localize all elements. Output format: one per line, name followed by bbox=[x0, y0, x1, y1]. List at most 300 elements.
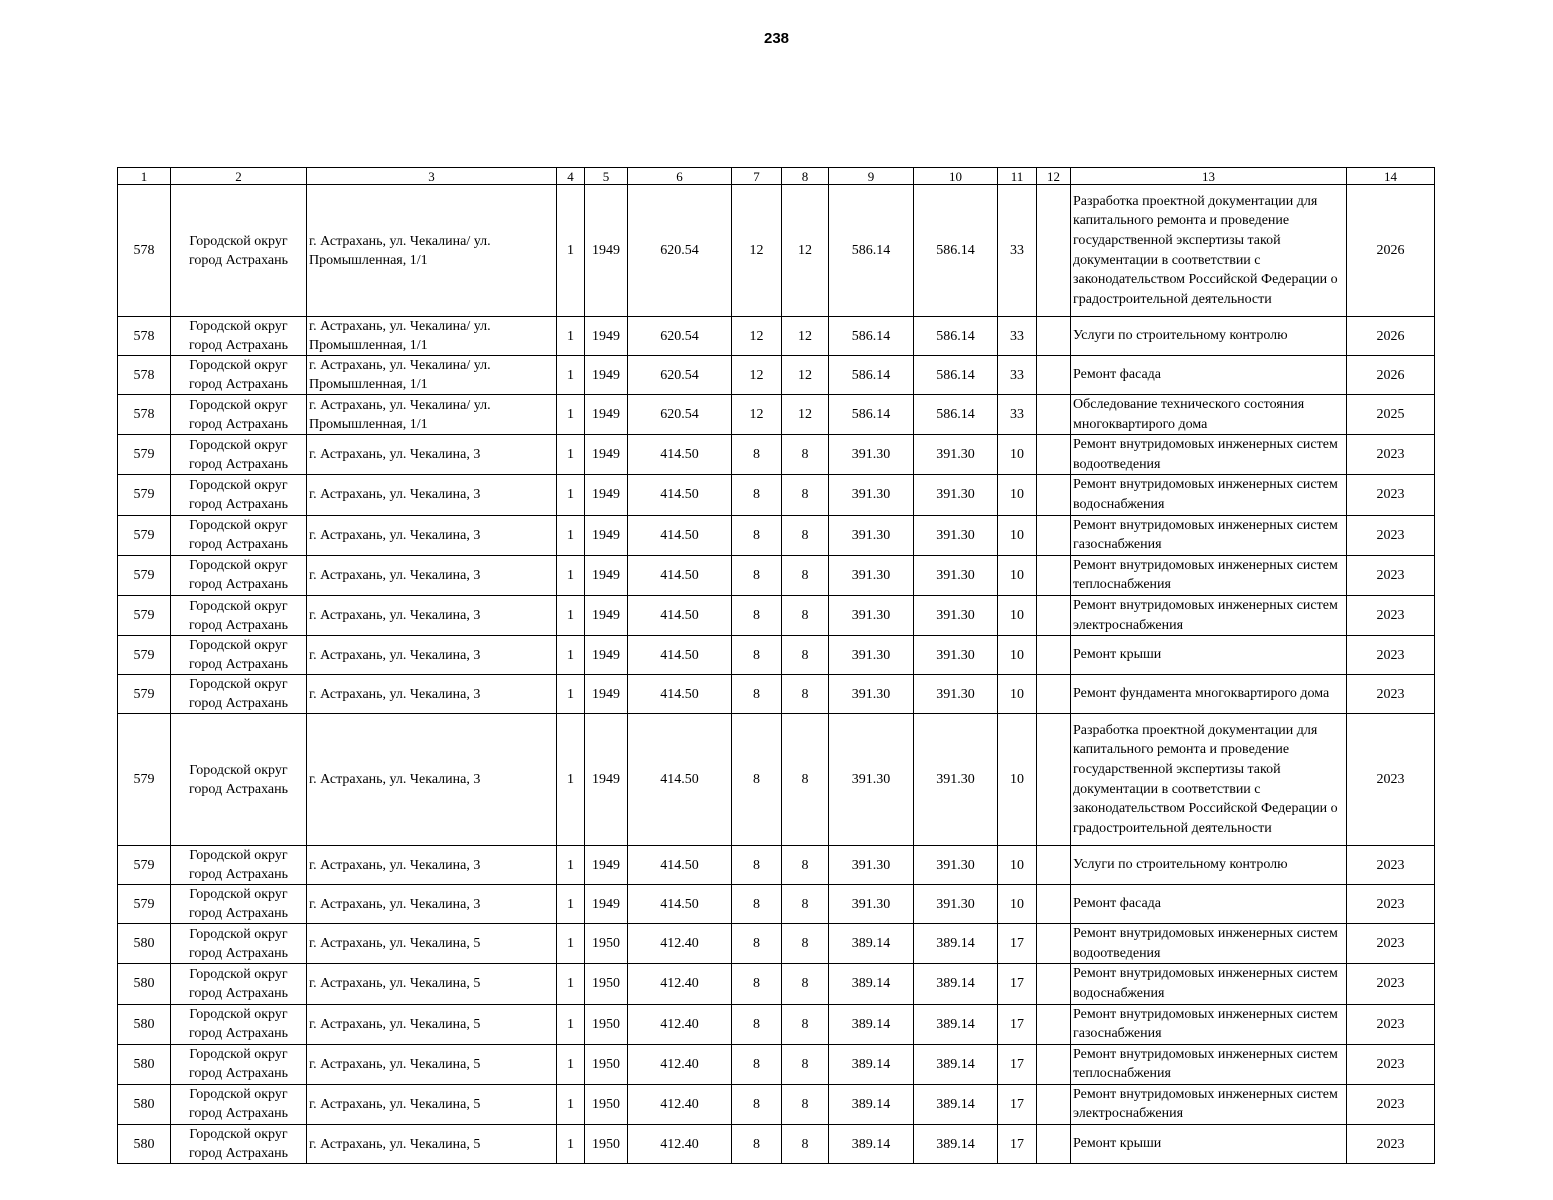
col4-value-cell: 1 bbox=[557, 675, 585, 714]
col4-value-cell: 1 bbox=[557, 475, 585, 515]
col7-value-cell: 8 bbox=[732, 475, 782, 515]
planned-year-cell: 2023 bbox=[1347, 714, 1435, 846]
table-row bbox=[118, 515, 1435, 555]
row-number-cell: 579 bbox=[118, 475, 171, 515]
total-area-cell: 414.50 bbox=[628, 555, 732, 595]
col4-value-cell: 1 bbox=[557, 1125, 585, 1164]
col12-value-cell bbox=[1037, 395, 1071, 435]
address-cell: г. Астрахань, ул. Чекалина, 3 bbox=[307, 675, 557, 714]
work-type-cell: Обследование технического состояния многоквартирого дома bbox=[1071, 395, 1347, 435]
col8-value-cell: 8 bbox=[782, 435, 829, 475]
year-built-cell: 1949 bbox=[585, 636, 628, 675]
address-cell: г. Астрахань, ул. Чекалина/ ул. Промышленная, 1/1 bbox=[307, 395, 557, 435]
col9-value-cell: 586.14 bbox=[829, 185, 914, 317]
row-number-cell: 579 bbox=[118, 675, 171, 714]
col4-value-cell: 1 bbox=[557, 846, 585, 885]
work-type-cell: Услуги по строительному контролю bbox=[1071, 317, 1347, 356]
col9-value-cell: 391.30 bbox=[829, 636, 914, 675]
col4-value-cell: 1 bbox=[557, 1044, 585, 1084]
col7-value-cell: 8 bbox=[732, 435, 782, 475]
row-number-cell: 578 bbox=[118, 317, 171, 356]
col10-value-cell: 391.30 bbox=[914, 714, 998, 846]
year-built-cell: 1949 bbox=[585, 515, 628, 555]
col7-value-cell: 8 bbox=[732, 1044, 782, 1084]
planned-year-cell: 2026 bbox=[1347, 185, 1435, 317]
work-type-cell: Ремонт внутридомовых инженерных систем газоснабжения bbox=[1071, 515, 1347, 555]
col10-value-cell: 389.14 bbox=[914, 1004, 998, 1044]
table-row bbox=[118, 356, 1435, 395]
planned-year-cell: 2023 bbox=[1347, 595, 1435, 635]
total-area-cell: 412.40 bbox=[628, 1125, 732, 1164]
col10-value-cell: 586.14 bbox=[914, 395, 998, 435]
year-built-cell: 1949 bbox=[585, 395, 628, 435]
row-number-cell: 580 bbox=[118, 1004, 171, 1044]
address-cell: г. Астрахань, ул. Чекалина, 3 bbox=[307, 555, 557, 595]
col7-value-cell: 8 bbox=[732, 924, 782, 964]
municipality-cell: Городской округ город Астрахань bbox=[171, 475, 307, 515]
col12-value-cell bbox=[1037, 515, 1071, 555]
col7-value-cell: 8 bbox=[732, 1004, 782, 1044]
registry-table bbox=[117, 167, 1435, 1164]
page-number: 238 bbox=[763, 30, 790, 47]
col10-value-cell: 391.30 bbox=[914, 555, 998, 595]
col12-value-cell bbox=[1037, 356, 1071, 395]
row-number-cell: 580 bbox=[118, 964, 171, 1004]
col9-value-cell: 389.14 bbox=[829, 1125, 914, 1164]
planned-year-cell: 2023 bbox=[1347, 675, 1435, 714]
total-area-cell: 620.54 bbox=[628, 356, 732, 395]
col8-value-cell: 8 bbox=[782, 964, 829, 1004]
work-type-cell: Ремонт внутридомовых инженерных систем электроснабжения bbox=[1071, 595, 1347, 635]
work-type-cell: Ремонт внутридомовых инженерных систем водоотведения bbox=[1071, 924, 1347, 964]
col7-value-cell: 8 bbox=[732, 846, 782, 885]
municipality-cell: Городской округ город Астрахань bbox=[171, 636, 307, 675]
col7-value-cell: 8 bbox=[732, 555, 782, 595]
table-row bbox=[118, 475, 1435, 515]
col10-value-cell: 586.14 bbox=[914, 356, 998, 395]
address-cell: г. Астрахань, ул. Чекалина, 3 bbox=[307, 846, 557, 885]
col4-value-cell: 1 bbox=[557, 185, 585, 317]
address-cell: г. Астрахань, ул. Чекалина, 5 bbox=[307, 1004, 557, 1044]
col12-value-cell bbox=[1037, 714, 1071, 846]
col12-value-cell bbox=[1037, 555, 1071, 595]
address-cell: г. Астрахань, ул. Чекалина, 5 bbox=[307, 964, 557, 1004]
col4-value-cell: 1 bbox=[557, 595, 585, 635]
col10-value-cell: 391.30 bbox=[914, 636, 998, 675]
col8-value-cell: 8 bbox=[782, 1044, 829, 1084]
col11-value-cell: 17 bbox=[998, 1084, 1037, 1124]
municipality-cell: Городской округ город Астрахань bbox=[171, 185, 307, 317]
municipality-cell: Городской округ город Астрахань bbox=[171, 317, 307, 356]
col11-value-cell: 10 bbox=[998, 435, 1037, 475]
work-type-cell: Ремонт фасада bbox=[1071, 885, 1347, 924]
row-number-cell: 580 bbox=[118, 1084, 171, 1124]
col8-value-cell: 8 bbox=[782, 1125, 829, 1164]
col11-value-cell: 10 bbox=[998, 475, 1037, 515]
col10-value-cell: 389.14 bbox=[914, 964, 998, 1004]
col4-value-cell: 1 bbox=[557, 435, 585, 475]
col10-value-cell: 389.14 bbox=[914, 1125, 998, 1164]
col9-value-cell: 389.14 bbox=[829, 1084, 914, 1124]
year-built-cell: 1950 bbox=[585, 1044, 628, 1084]
col8-value-cell: 8 bbox=[782, 714, 829, 846]
total-area-cell: 414.50 bbox=[628, 885, 732, 924]
col9-value-cell: 389.14 bbox=[829, 1044, 914, 1084]
work-type-cell: Ремонт фасада bbox=[1071, 356, 1347, 395]
row-number-cell: 579 bbox=[118, 435, 171, 475]
year-built-cell: 1950 bbox=[585, 964, 628, 1004]
col4-value-cell: 1 bbox=[557, 395, 585, 435]
col7-value-cell: 8 bbox=[732, 636, 782, 675]
col9-value-cell: 586.14 bbox=[829, 395, 914, 435]
col9-value-cell: 389.14 bbox=[829, 924, 914, 964]
planned-year-cell: 2023 bbox=[1347, 1084, 1435, 1124]
col11-value-cell: 10 bbox=[998, 515, 1037, 555]
col9-value-cell: 391.30 bbox=[829, 475, 914, 515]
planned-year-cell: 2023 bbox=[1347, 435, 1435, 475]
col11-value-cell: 10 bbox=[998, 846, 1037, 885]
col12-value-cell bbox=[1037, 885, 1071, 924]
col8-value-cell: 12 bbox=[782, 395, 829, 435]
planned-year-cell: 2023 bbox=[1347, 1044, 1435, 1084]
col9-value-cell: 586.14 bbox=[829, 356, 914, 395]
col4-value-cell: 1 bbox=[557, 356, 585, 395]
column-header: 9 bbox=[829, 168, 914, 185]
table-row bbox=[118, 885, 1435, 924]
col12-value-cell bbox=[1037, 1084, 1071, 1124]
planned-year-cell: 2023 bbox=[1347, 885, 1435, 924]
year-built-cell: 1949 bbox=[585, 555, 628, 595]
row-number-cell: 578 bbox=[118, 185, 171, 317]
col11-value-cell: 17 bbox=[998, 1044, 1037, 1084]
col7-value-cell: 8 bbox=[732, 675, 782, 714]
total-area-cell: 414.50 bbox=[628, 595, 732, 635]
col12-value-cell bbox=[1037, 317, 1071, 356]
address-cell: г. Астрахань, ул. Чекалина, 3 bbox=[307, 714, 557, 846]
municipality-cell: Городской округ город Астрахань bbox=[171, 1084, 307, 1124]
address-cell: г. Астрахань, ул. Чекалина, 3 bbox=[307, 885, 557, 924]
total-area-cell: 414.50 bbox=[628, 435, 732, 475]
col7-value-cell: 8 bbox=[732, 1084, 782, 1124]
column-header: 12 bbox=[1037, 168, 1071, 185]
col10-value-cell: 389.14 bbox=[914, 1044, 998, 1084]
col4-value-cell: 1 bbox=[557, 885, 585, 924]
total-area-cell: 412.40 bbox=[628, 964, 732, 1004]
col10-value-cell: 391.30 bbox=[914, 435, 998, 475]
col12-value-cell bbox=[1037, 675, 1071, 714]
work-type-cell: Разработка проектной документации для капитального ремонта и проведение государственной экспертизы такой документации в соответствии с законодательством Российской Федерации о градостроительной деятельности bbox=[1071, 714, 1347, 846]
work-type-cell: Ремонт внутридомовых инженерных систем водоотведения bbox=[1071, 435, 1347, 475]
year-built-cell: 1949 bbox=[585, 185, 628, 317]
col7-value-cell: 8 bbox=[732, 595, 782, 635]
work-type-cell: Ремонт внутридомовых инженерных систем теплоснабжения bbox=[1071, 555, 1347, 595]
total-area-cell: 412.40 bbox=[628, 1044, 732, 1084]
total-area-cell: 412.40 bbox=[628, 1084, 732, 1124]
column-header: 14 bbox=[1347, 168, 1435, 185]
col9-value-cell: 391.30 bbox=[829, 435, 914, 475]
col8-value-cell: 8 bbox=[782, 675, 829, 714]
total-area-cell: 620.54 bbox=[628, 395, 732, 435]
col7-value-cell: 12 bbox=[732, 395, 782, 435]
table-row bbox=[118, 317, 1435, 356]
col10-value-cell: 391.30 bbox=[914, 885, 998, 924]
address-cell: г. Астрахань, ул. Чекалина/ ул. Промышленная, 1/1 bbox=[307, 356, 557, 395]
year-built-cell: 1949 bbox=[585, 675, 628, 714]
col9-value-cell: 391.30 bbox=[829, 595, 914, 635]
col4-value-cell: 1 bbox=[557, 317, 585, 356]
col10-value-cell: 586.14 bbox=[914, 317, 998, 356]
total-area-cell: 414.50 bbox=[628, 714, 732, 846]
row-number-cell: 580 bbox=[118, 1125, 171, 1164]
table-row bbox=[118, 636, 1435, 675]
col7-value-cell: 8 bbox=[732, 885, 782, 924]
col4-value-cell: 1 bbox=[557, 924, 585, 964]
planned-year-cell: 2023 bbox=[1347, 475, 1435, 515]
table-row bbox=[118, 185, 1435, 317]
municipality-cell: Городской округ город Астрахань bbox=[171, 1125, 307, 1164]
year-built-cell: 1949 bbox=[585, 714, 628, 846]
work-type-cell: Услуги по строительному контролю bbox=[1071, 846, 1347, 885]
address-cell: г. Астрахань, ул. Чекалина, 3 bbox=[307, 595, 557, 635]
year-built-cell: 1949 bbox=[585, 885, 628, 924]
total-area-cell: 414.50 bbox=[628, 515, 732, 555]
column-header: 3 bbox=[307, 168, 557, 185]
row-number-cell: 578 bbox=[118, 356, 171, 395]
col4-value-cell: 1 bbox=[557, 714, 585, 846]
col12-value-cell bbox=[1037, 846, 1071, 885]
municipality-cell: Городской округ город Астрахань bbox=[171, 846, 307, 885]
col7-value-cell: 8 bbox=[732, 714, 782, 846]
total-area-cell: 414.50 bbox=[628, 636, 732, 675]
col4-value-cell: 1 bbox=[557, 964, 585, 1004]
row-number-cell: 580 bbox=[118, 1044, 171, 1084]
col10-value-cell: 391.30 bbox=[914, 675, 998, 714]
address-cell: г. Астрахань, ул. Чекалина, 3 bbox=[307, 636, 557, 675]
col12-value-cell bbox=[1037, 1125, 1071, 1164]
work-type-cell: Ремонт фундамента многоквартирого дома bbox=[1071, 675, 1347, 714]
col4-value-cell: 1 bbox=[557, 1084, 585, 1124]
col7-value-cell: 12 bbox=[732, 185, 782, 317]
col10-value-cell: 391.30 bbox=[914, 846, 998, 885]
col9-value-cell: 586.14 bbox=[829, 317, 914, 356]
col11-value-cell: 33 bbox=[998, 395, 1037, 435]
col7-value-cell: 12 bbox=[732, 356, 782, 395]
table-row bbox=[118, 964, 1435, 1004]
col9-value-cell: 391.30 bbox=[829, 846, 914, 885]
total-area-cell: 620.54 bbox=[628, 317, 732, 356]
col8-value-cell: 8 bbox=[782, 636, 829, 675]
col9-value-cell: 391.30 bbox=[829, 555, 914, 595]
col4-value-cell: 1 bbox=[557, 1004, 585, 1044]
table-row bbox=[118, 395, 1435, 435]
year-built-cell: 1949 bbox=[585, 317, 628, 356]
address-cell: г. Астрахань, ул. Чекалина/ ул. Промышленная, 1/1 bbox=[307, 185, 557, 317]
col11-value-cell: 17 bbox=[998, 1004, 1037, 1044]
col10-value-cell: 389.14 bbox=[914, 1084, 998, 1124]
col11-value-cell: 10 bbox=[998, 595, 1037, 635]
col4-value-cell: 1 bbox=[557, 555, 585, 595]
year-built-cell: 1949 bbox=[585, 475, 628, 515]
col11-value-cell: 10 bbox=[998, 636, 1037, 675]
table-row bbox=[118, 595, 1435, 635]
column-header: 10 bbox=[914, 168, 998, 185]
table-row bbox=[118, 555, 1435, 595]
total-area-cell: 412.40 bbox=[628, 1004, 732, 1044]
col9-value-cell: 389.14 bbox=[829, 1004, 914, 1044]
municipality-cell: Городской округ город Астрахань bbox=[171, 435, 307, 475]
municipality-cell: Городской округ город Астрахань bbox=[171, 964, 307, 1004]
planned-year-cell: 2026 bbox=[1347, 356, 1435, 395]
col12-value-cell bbox=[1037, 964, 1071, 1004]
col8-value-cell: 8 bbox=[782, 846, 829, 885]
address-cell: г. Астрахань, ул. Чекалина, 5 bbox=[307, 1084, 557, 1124]
municipality-cell: Городской округ город Астрахань bbox=[171, 714, 307, 846]
col8-value-cell: 8 bbox=[782, 475, 829, 515]
column-header: 1 bbox=[118, 168, 171, 185]
municipality-cell: Городской округ город Астрахань bbox=[171, 924, 307, 964]
planned-year-cell: 2023 bbox=[1347, 964, 1435, 1004]
column-header: 2 bbox=[171, 168, 307, 185]
col9-value-cell: 389.14 bbox=[829, 964, 914, 1004]
table-row bbox=[118, 1125, 1435, 1164]
col12-value-cell bbox=[1037, 924, 1071, 964]
col8-value-cell: 8 bbox=[782, 1004, 829, 1044]
work-type-cell: Ремонт внутридомовых инженерных систем водоснабжения bbox=[1071, 475, 1347, 515]
col11-value-cell: 10 bbox=[998, 885, 1037, 924]
col11-value-cell: 10 bbox=[998, 714, 1037, 846]
col12-value-cell bbox=[1037, 1004, 1071, 1044]
col11-value-cell: 17 bbox=[998, 924, 1037, 964]
col11-value-cell: 33 bbox=[998, 356, 1037, 395]
col8-value-cell: 8 bbox=[782, 595, 829, 635]
col12-value-cell bbox=[1037, 185, 1071, 317]
year-built-cell: 1949 bbox=[585, 846, 628, 885]
municipality-cell: Городской округ город Астрахань bbox=[171, 595, 307, 635]
col9-value-cell: 391.30 bbox=[829, 515, 914, 555]
year-built-cell: 1950 bbox=[585, 1084, 628, 1124]
work-type-cell: Ремонт внутридомовых инженерных систем газоснабжения bbox=[1071, 1004, 1347, 1044]
col7-value-cell: 8 bbox=[732, 515, 782, 555]
col11-value-cell: 17 bbox=[998, 1125, 1037, 1164]
table-row bbox=[118, 846, 1435, 885]
table-row bbox=[118, 1004, 1435, 1044]
col8-value-cell: 8 bbox=[782, 1084, 829, 1124]
col11-value-cell: 33 bbox=[998, 185, 1037, 317]
row-number-cell: 579 bbox=[118, 636, 171, 675]
col10-value-cell: 391.30 bbox=[914, 475, 998, 515]
col10-value-cell: 389.14 bbox=[914, 924, 998, 964]
planned-year-cell: 2023 bbox=[1347, 846, 1435, 885]
col9-value-cell: 391.30 bbox=[829, 885, 914, 924]
municipality-cell: Городской округ город Астрахань bbox=[171, 1044, 307, 1084]
column-header: 7 bbox=[732, 168, 782, 185]
address-cell: г. Астрахань, ул. Чекалина, 3 bbox=[307, 475, 557, 515]
planned-year-cell: 2026 bbox=[1347, 317, 1435, 356]
table-row bbox=[118, 675, 1435, 714]
col11-value-cell: 17 bbox=[998, 964, 1037, 1004]
col8-value-cell: 8 bbox=[782, 885, 829, 924]
col7-value-cell: 12 bbox=[732, 317, 782, 356]
row-number-cell: 578 bbox=[118, 395, 171, 435]
work-type-cell: Ремонт внутридомовых инженерных систем теплоснабжения bbox=[1071, 1044, 1347, 1084]
table-row bbox=[118, 714, 1435, 846]
col12-value-cell bbox=[1037, 636, 1071, 675]
table-row bbox=[118, 1084, 1435, 1124]
total-area-cell: 414.50 bbox=[628, 846, 732, 885]
municipality-cell: Городской округ город Астрахань bbox=[171, 356, 307, 395]
col4-value-cell: 1 bbox=[557, 636, 585, 675]
work-type-cell: Разработка проектной документации для капитального ремонта и проведение государственной экспертизы такой документации в соответствии с законодательством Российской Федерации о градостроительной деятельности bbox=[1071, 185, 1347, 317]
col7-value-cell: 8 bbox=[732, 1125, 782, 1164]
planned-year-cell: 2023 bbox=[1347, 636, 1435, 675]
address-cell: г. Астрахань, ул. Чекалина, 5 bbox=[307, 924, 557, 964]
col10-value-cell: 391.30 bbox=[914, 515, 998, 555]
column-header: 5 bbox=[585, 168, 628, 185]
total-area-cell: 414.50 bbox=[628, 675, 732, 714]
planned-year-cell: 2023 bbox=[1347, 1125, 1435, 1164]
municipality-cell: Городской округ город Астрахань bbox=[171, 395, 307, 435]
row-number-cell: 580 bbox=[118, 924, 171, 964]
table-row bbox=[118, 1044, 1435, 1084]
total-area-cell: 620.54 bbox=[628, 185, 732, 317]
col12-value-cell bbox=[1037, 595, 1071, 635]
col11-value-cell: 10 bbox=[998, 675, 1037, 714]
year-built-cell: 1950 bbox=[585, 1125, 628, 1164]
col4-value-cell: 1 bbox=[557, 515, 585, 555]
work-type-cell: Ремонт крыши bbox=[1071, 636, 1347, 675]
municipality-cell: Городской округ город Астрахань bbox=[171, 515, 307, 555]
row-number-cell: 579 bbox=[118, 555, 171, 595]
col10-value-cell: 586.14 bbox=[914, 185, 998, 317]
planned-year-cell: 2023 bbox=[1347, 924, 1435, 964]
municipality-cell: Городской округ город Астрахань bbox=[171, 1004, 307, 1044]
municipality-cell: Городской округ город Астрахань bbox=[171, 885, 307, 924]
year-built-cell: 1950 bbox=[585, 1004, 628, 1044]
col12-value-cell bbox=[1037, 475, 1071, 515]
work-type-cell: Ремонт внутридомовых инженерных систем водоснабжения bbox=[1071, 964, 1347, 1004]
address-cell: г. Астрахань, ул. Чекалина, 5 bbox=[307, 1044, 557, 1084]
planned-year-cell: 2023 bbox=[1347, 555, 1435, 595]
planned-year-cell: 2025 bbox=[1347, 395, 1435, 435]
col12-value-cell bbox=[1037, 1044, 1071, 1084]
column-header: 6 bbox=[628, 168, 732, 185]
row-number-cell: 579 bbox=[118, 515, 171, 555]
col9-value-cell: 391.30 bbox=[829, 675, 914, 714]
address-cell: г. Астрахань, ул. Чекалина/ ул. Промышленная, 1/1 bbox=[307, 317, 557, 356]
col8-value-cell: 12 bbox=[782, 317, 829, 356]
table-row bbox=[118, 924, 1435, 964]
year-built-cell: 1949 bbox=[585, 595, 628, 635]
work-type-cell: Ремонт внутридомовых инженерных систем электроснабжения bbox=[1071, 1084, 1347, 1124]
row-number-cell: 579 bbox=[118, 714, 171, 846]
col8-value-cell: 8 bbox=[782, 515, 829, 555]
planned-year-cell: 2023 bbox=[1347, 515, 1435, 555]
col8-value-cell: 8 bbox=[782, 924, 829, 964]
col7-value-cell: 8 bbox=[732, 964, 782, 1004]
column-header: 4 bbox=[557, 168, 585, 185]
col12-value-cell bbox=[1037, 435, 1071, 475]
year-built-cell: 1950 bbox=[585, 924, 628, 964]
work-type-cell: Ремонт крыши bbox=[1071, 1125, 1347, 1164]
column-header: 11 bbox=[998, 168, 1037, 185]
column-header: 8 bbox=[782, 168, 829, 185]
col10-value-cell: 391.30 bbox=[914, 595, 998, 635]
total-area-cell: 412.40 bbox=[628, 924, 732, 964]
col8-value-cell: 8 bbox=[782, 555, 829, 595]
table-row bbox=[118, 435, 1435, 475]
municipality-cell: Городской округ город Астрахань bbox=[171, 555, 307, 595]
header-row bbox=[118, 168, 1435, 185]
